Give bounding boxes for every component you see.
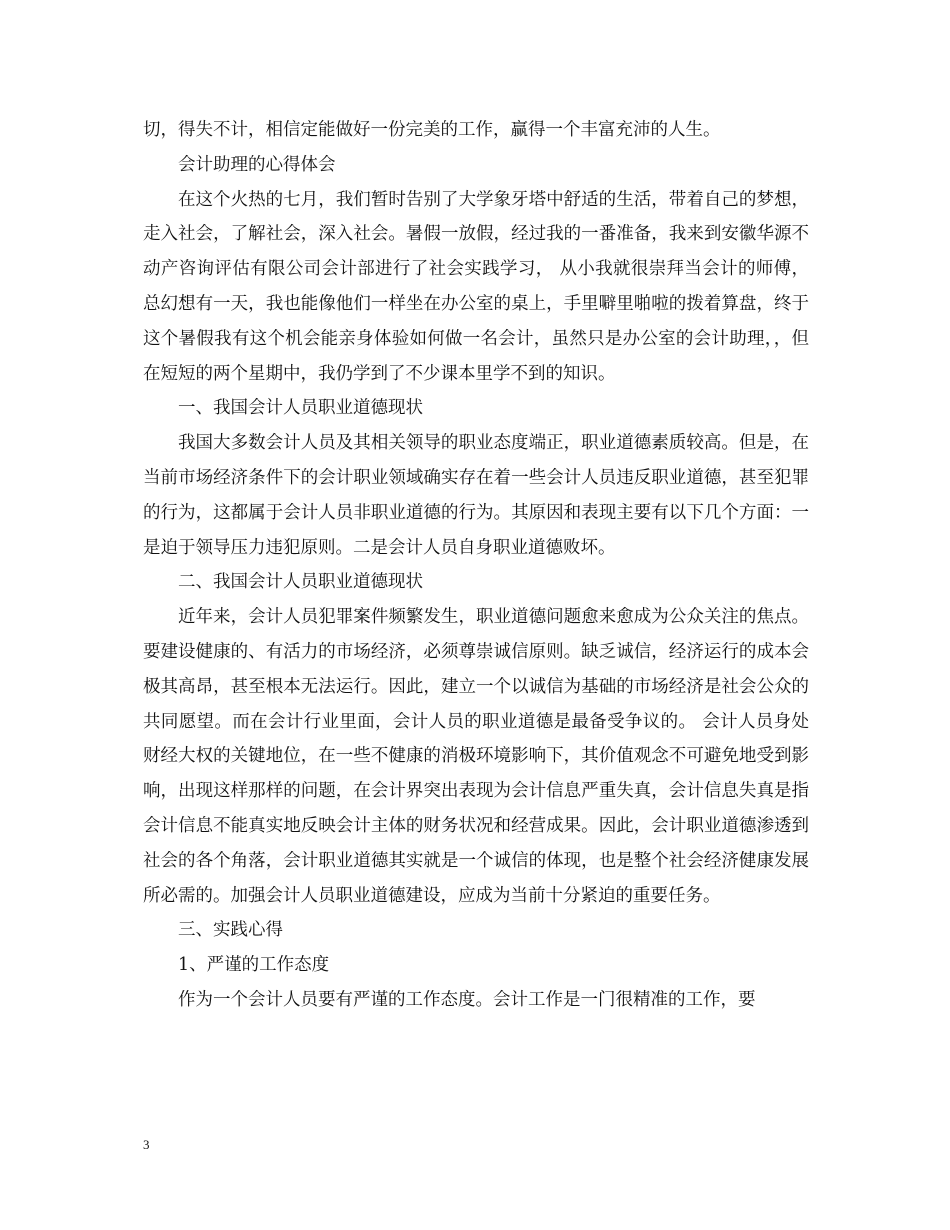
paragraph-section-1: 我国大多数会计人员及其相关领导的职业态度端正，职业道德素质较高。但是，在当前市场经济条件下的会计职业领域确实存在着一些会计人员违反职业道德，甚至犯罪的行为，这都属于会计人员非职业道德的行为。其原因和表现主要有以下几个方面：一是迫于领导压力违犯原则。二是会计人员自身职业道德败坏。 bbox=[143, 433, 809, 558]
paragraph-continuation: 切，得失不计，相信定能做好一份完美的工作，赢得一个丰富充沛的人生。 bbox=[143, 120, 721, 140]
subheading-3-1: 1、严谨的工作态度 bbox=[178, 955, 330, 976]
paragraph-intro: 在这个火热的七月，我们暂时告别了大学象牙塔中舒适的生活，带着自己的梦想，走入社会，了解社会，深入社会。暑假一放假，经过我的一番准备，我来到安徽华源不动产咨询评估有限公司会计部进行了社会实践学习， 从小我就很崇拜当会计的师傅，总幻想有一天，我也能像他们一样坐在办公室的桌上，手里噼里啪啦的拨着算盘，终于这个暑假我有这个机会能亲身体验如何做一名会计，虽然只是办公室的会计助理，，但在短短的两个星期中，我仍学到了不少课本里学不到的知识。 bbox=[143, 189, 809, 384]
heading-section-2: 二、我国会计人员职业道德现状 bbox=[178, 572, 423, 593]
heading-section-3: 三、实践心得 bbox=[178, 920, 283, 941]
document-body bbox=[143, 113, 809, 1018]
heading-section-1: 一、我国会计人员职业道德现状 bbox=[178, 398, 423, 419]
paragraph-3-1: 作为一个会计人员要有严谨的工作态度。会计工作是一门很精准的工作，要 bbox=[178, 989, 756, 1010]
page-number: 3 bbox=[143, 1137, 150, 1152]
section-title-accounting-assistant: 会计助理的心得体会 bbox=[178, 154, 336, 175]
paragraph-section-2: 近年来，会计人员犯罪案件频繁发生，职业道德问题愈来愈成为公众关注的焦点。要建设健康的、有活力的市场经济，必须尊崇诚信原则。缺乏诚信，经济运行的成本会极其高昂，甚至根本无法运行。因此，建立一个以诚信为基础的市场经济是社会公众的共同愿望。而在会计行业里面，会计人员的职业道德是最备受争议的。 会计人员身处财经大权的关键地位，在一些不健康的消极环境影响下，其价值观念不可避免地受到影响，出现这样那样的问题，在会计界突出表现为会计信息严重失真，会计信息失真是指会计信息不能真实地反映会计主体的财务状况和经营成果。因此，会计职业道德渗透到社会的各个角落，会计职业道德其实就是一个诚信的体现，也是整个社会经济健康发展所必需的。加强会计人员职业道德建设，应成为当前十分紧迫的重要任务。 bbox=[143, 607, 809, 906]
